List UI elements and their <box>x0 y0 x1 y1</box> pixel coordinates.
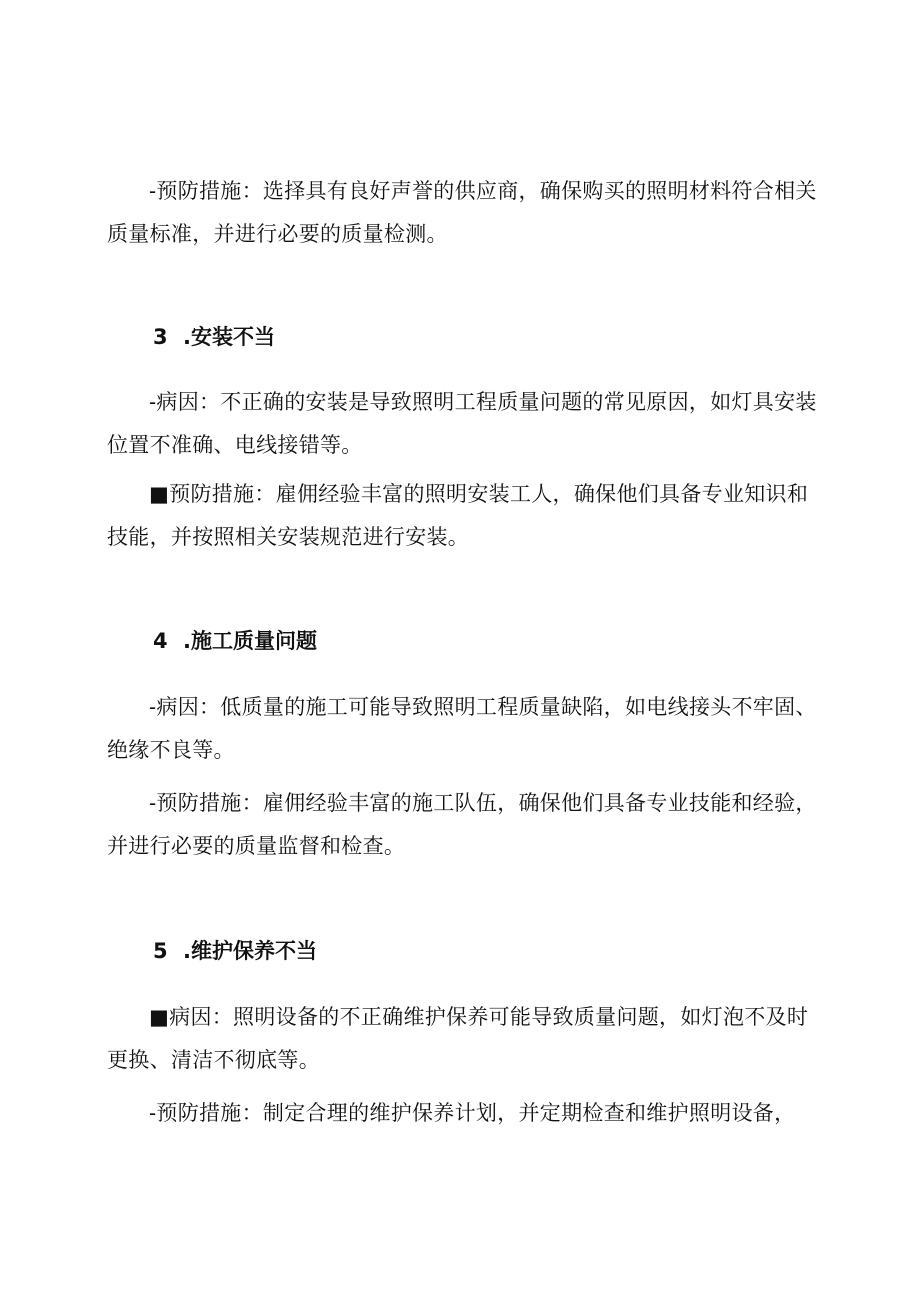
section-title: .施工质量问题 <box>183 629 317 653</box>
section-number: 4 <box>153 629 168 653</box>
paragraph-prevention-supplier: -预防措施：选择具有良好声誉的供应商，确保购买的照明材料符合相关质量标准，并进行必要的质量检测。 <box>107 179 817 246</box>
paragraph-cause-construction: -病因：低质量的施工可能导致照明工程质量缺陷，如电线接头不牢固、绝缘不良等。 <box>107 695 817 762</box>
section-number: 3 <box>153 325 168 349</box>
section-number: 5 <box>153 939 168 963</box>
paragraph-prevention-maintenance: -预防措施：制定合理的维护保养计划，并定期检查和维护照明设备， <box>149 1101 796 1125</box>
section-title: .维护保养不当 <box>183 939 317 963</box>
section-title: .安装不当 <box>183 325 275 349</box>
section-heading-installation <box>153 322 275 352</box>
paragraph-prevention-installation: ■预防措施：雇佣经验丰富的照明安装工人，确保他们具备专业知识和技能，并按照相关安装规范进行安装。 <box>107 482 809 549</box>
paragraph-cause-installation: -病因：不正确的安装是导致照明工程质量问题的常见原因，如灯具安装位置不准确、电线接错等。 <box>107 390 817 457</box>
section-heading-construction <box>153 626 317 656</box>
section-heading-maintenance <box>153 936 317 966</box>
paragraph-prevention-construction: -预防措施：雇佣经验丰富的施工队伍，确保他们具备专业技能和经验，并进行必要的质量监督和检查。 <box>107 791 817 858</box>
paragraph-cause-maintenance: ■病因：照明设备的不正确维护保养可能导致质量问题，如灯泡不及时更换、清洁不彻底等。 <box>107 1005 809 1072</box>
